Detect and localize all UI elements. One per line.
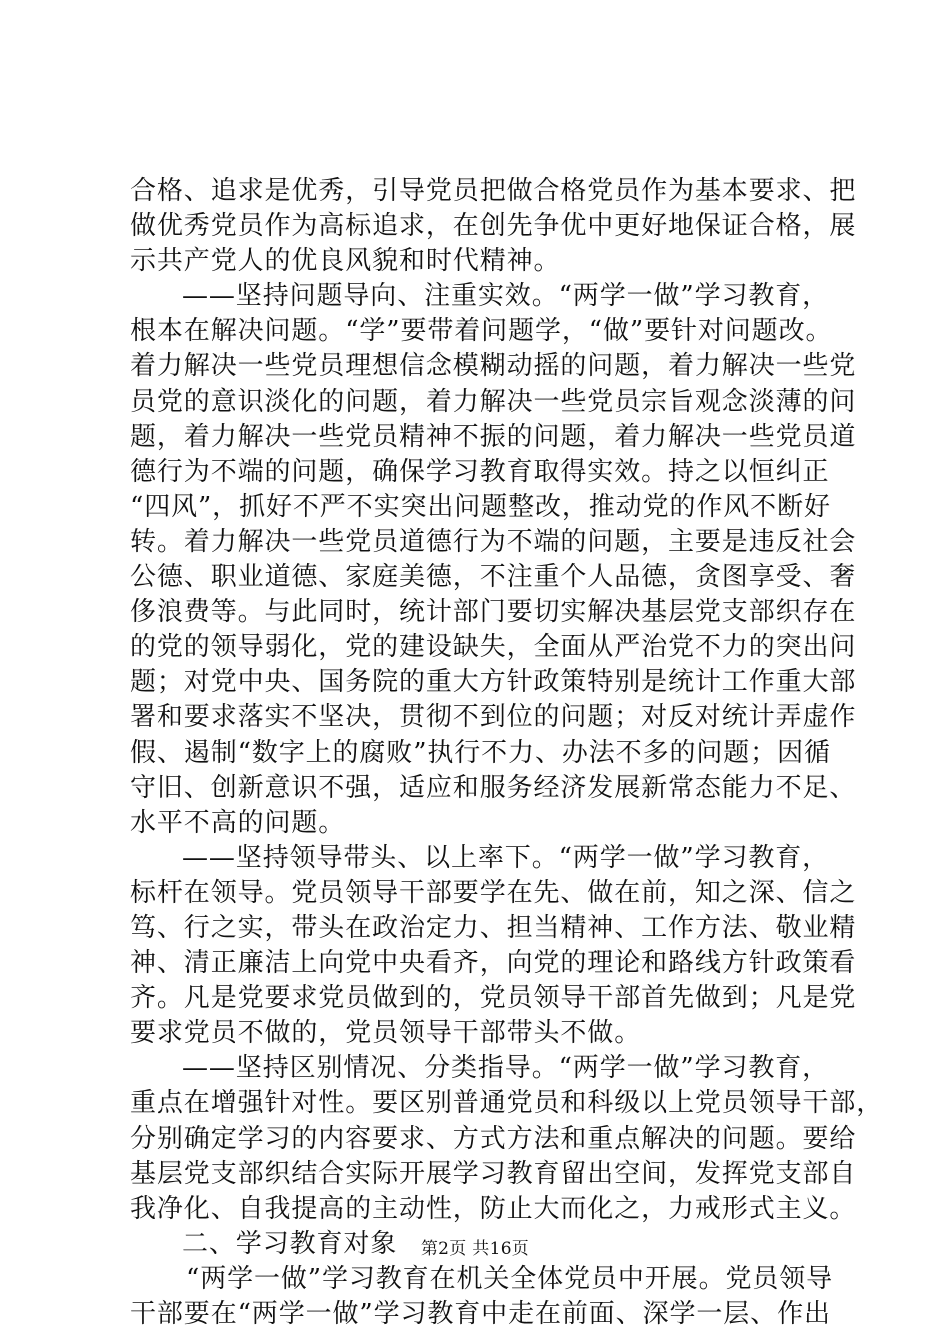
text-line: 重点在增强针对性。要区别普通党员和科级以上党员领导干部， <box>130 1088 884 1119</box>
text-line: 转。着力解决一些党员道德行为不端的问题，主要是违反社会 <box>130 526 857 557</box>
text-line: “两学一做”学习教育在机关全体党员中开展。党员领导 <box>186 1263 834 1294</box>
text-line: 笃、行之实，带头在政治定力、担当精神、工作方法、敬业精 <box>130 912 857 943</box>
text-line: 根本在解决问题。“学”要带着问题学，“做”要针对问题改。 <box>130 316 833 347</box>
text-line: 员党的意识淡化的问题，着力解决一些党员宗旨观念淡薄的问 <box>130 386 857 417</box>
text-line: 守旧、创新意识不强，适应和服务经济发展新常态能力不足、 <box>130 772 857 803</box>
text-line: 分别确定学习的内容要求、方式方法和重点解决的问题。要给 <box>130 1123 857 1154</box>
text-line: 我净化、自我提高的主动性，防止大而化之，力戒形式主义。 <box>130 1193 857 1224</box>
text-line: 做优秀党员作为高标追求，在创先争优中更好地保证合格，展 <box>130 211 857 242</box>
text-line: 要求党员不做的，党员领导干部带头不做。 <box>130 1018 642 1049</box>
text-line: 神、清正廉洁上向党中央看齐，向党的理论和路线方针政策看 <box>130 948 857 979</box>
text-line: 公德、职业道德、家庭美德，不注重个人品德，贪图享受、奢 <box>130 562 857 593</box>
body-text <box>130 174 884 1332</box>
text-line: 基层党支部织结合实际开展学习教育留出空间，发挥党支部自 <box>130 1158 857 1189</box>
text-line: 着力解决一些党员理想信念模糊动摇的问题，着力解决一些党 <box>130 351 857 382</box>
text-line: 的党的领导弱化，党的建设缺失，全面从严治党不力的突出问 <box>130 632 857 663</box>
text-line: ——坚持领导带头、以上率下。“两学一做”学习教育， <box>182 842 830 873</box>
page-number: 第2页 共16页 <box>420 1239 530 1259</box>
page-footer <box>0 1238 950 1260</box>
text-line: 水平不高的问题。 <box>130 807 346 838</box>
text-line: 德行为不端的问题，确保学习教育取得实效。持之以恒纠正 <box>130 456 830 487</box>
text-line: 干部要在“两学一做”学习教育中走在前面、深学一层、作出 <box>130 1299 831 1329</box>
text-line: 示共产党人的优良风貌和时代精神。 <box>130 246 561 277</box>
text-line: 署和要求落实不坚决，贯彻不到位的问题；对反对统计弄虚作 <box>130 702 857 733</box>
text-line: “四风”，抓好不严不实突出问题整改，推动党的作风不断好 <box>130 491 831 522</box>
text-line: 题，着力解决一些党员精神不振的问题，着力解决一些党员道 <box>130 421 857 452</box>
text-line: ——坚持区别情况、分类指导。“两学一做”学习教育， <box>182 1053 830 1084</box>
text-line: 侈浪费等。与此同时，统计部门要切实解决基层党支部织存在 <box>130 597 857 628</box>
text-line: 标杆在领导。党员领导干部要学在先、做在前，知之深、信之 <box>130 877 857 908</box>
text-line: 齐。凡是党要求党员做到的，党员领导干部首先做到；凡是党 <box>130 983 857 1014</box>
text-line: 假、遏制“数字上的腐败”执行不力、办法不多的问题；因循 <box>130 737 831 768</box>
text-line: 合格、追求是优秀，引导党员把做合格党员作为基本要求、把 <box>130 176 857 206</box>
section-heading: 二、学习教育对象 <box>182 1228 398 1259</box>
text-line: ——坚持问题导向、注重实效。“两学一做”学习教育， <box>182 281 830 312</box>
text-line: 题；对党中央、国务院的重大方针政策特别是统计工作重大部 <box>130 667 857 698</box>
